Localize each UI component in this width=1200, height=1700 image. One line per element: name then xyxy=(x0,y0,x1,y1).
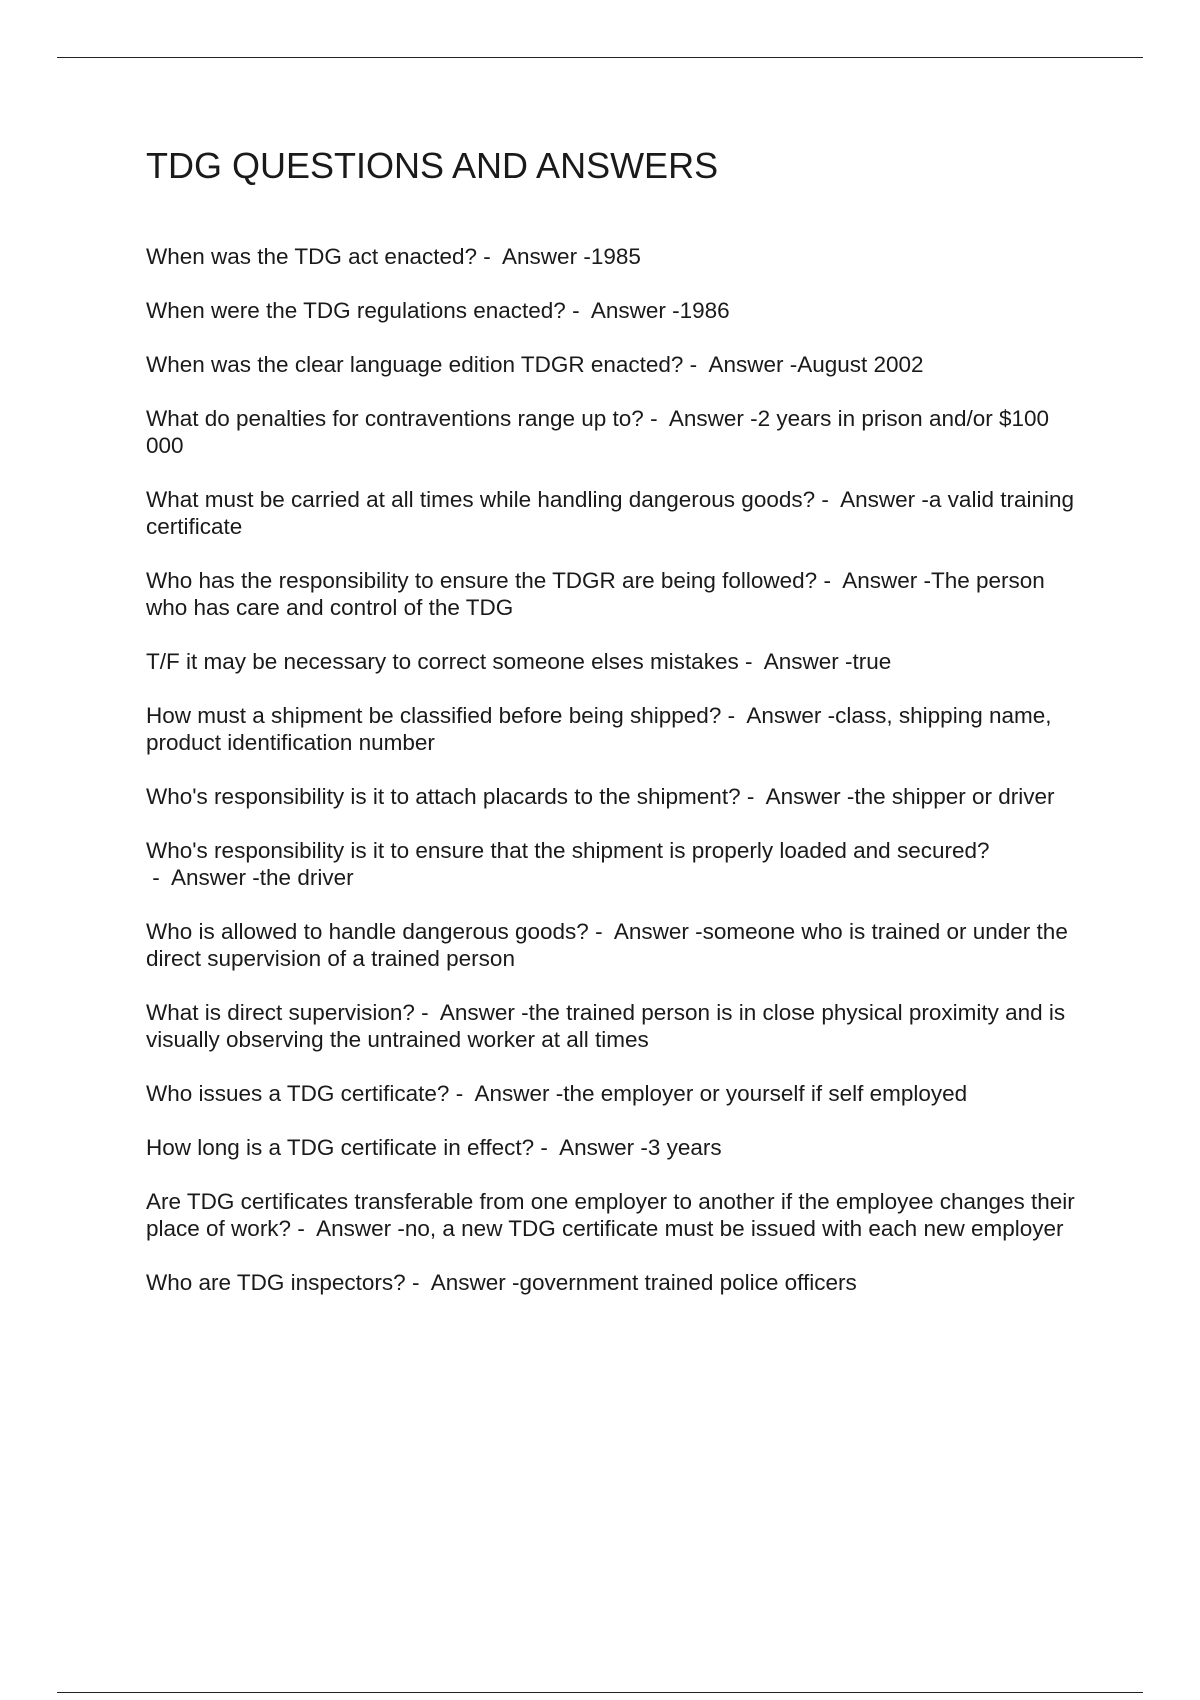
separator xyxy=(739,649,764,674)
answer-label: Answer - xyxy=(431,1270,520,1295)
answer-label: Answer - xyxy=(766,784,855,809)
answer-text: class, shipping name, product identification number xyxy=(146,703,1052,755)
bottom-divider xyxy=(57,1692,1143,1693)
separator xyxy=(817,568,842,593)
separator xyxy=(721,703,746,728)
answer-label: Answer - xyxy=(614,919,703,944)
qa-item xyxy=(146,702,1076,756)
answer-text: August 2002 xyxy=(797,352,924,377)
question-text: When were the TDG regulations enacted? xyxy=(146,298,566,323)
separator xyxy=(406,1270,431,1295)
separator xyxy=(589,919,614,944)
question-text: Who has the responsibility to ensure the TDGR are being followed? xyxy=(146,568,818,593)
qa-item xyxy=(146,486,1076,540)
answer-text: the driver xyxy=(259,865,354,890)
qa-item xyxy=(146,567,1076,621)
separator xyxy=(644,406,669,431)
question-text: How must a shipment be classified before being shipped? xyxy=(146,703,722,728)
answer-label: Answer - xyxy=(502,244,591,269)
question-text: What must be carried at all times while handling dangerous goods? xyxy=(146,487,816,512)
top-divider xyxy=(57,57,1143,58)
qa-item xyxy=(146,1134,1076,1161)
answer-label: Answer - xyxy=(708,352,797,377)
answer-label: Answer - xyxy=(316,1216,405,1241)
separator xyxy=(415,1000,440,1025)
qa-item xyxy=(146,783,1076,810)
question-text: What is direct supervision? xyxy=(146,1000,415,1025)
separator xyxy=(566,298,591,323)
qa-item xyxy=(146,837,1076,891)
answer-text: 2 years in prison and/or $100 000 xyxy=(146,406,1050,458)
answer-text: the trained person is in close physical proximity and is visually observing the untrained worker at all times xyxy=(146,1000,1066,1052)
qa-item xyxy=(146,999,1076,1053)
separator xyxy=(477,244,502,269)
answer-text: the employer or yourself if self employed xyxy=(563,1081,968,1106)
qa-item xyxy=(146,297,1076,324)
answer-label: Answer - xyxy=(840,487,929,512)
qa-item xyxy=(146,1080,1076,1107)
question-text: When was the clear language edition TDGR enacted? xyxy=(146,352,684,377)
qa-item xyxy=(146,351,1076,378)
separator xyxy=(449,1081,474,1106)
question-text: How long is a TDG certificate in effect? xyxy=(146,1135,535,1160)
answer-label: Answer - xyxy=(764,649,853,674)
separator xyxy=(534,1135,559,1160)
answer-text: someone who is trained or under the direct supervision of a trained person xyxy=(146,919,1068,971)
qa-item xyxy=(146,648,1076,675)
separator xyxy=(741,784,766,809)
separator xyxy=(146,865,171,890)
qa-item xyxy=(146,1188,1076,1242)
separator xyxy=(683,352,708,377)
separator xyxy=(815,487,840,512)
answer-text: government trained police officers xyxy=(519,1270,857,1295)
question-text: T/F it may be necessary to correct someone elses mistakes xyxy=(146,649,739,674)
question-text: Who's responsibility is it to ensure that the shipment is properly loaded and secured? xyxy=(146,838,990,863)
answer-label: Answer - xyxy=(559,1135,648,1160)
answer-text: 1986 xyxy=(679,298,730,323)
question-text: When was the TDG act enacted? xyxy=(146,244,478,269)
answer-text: 3 years xyxy=(647,1135,722,1160)
answer-label: Answer - xyxy=(669,406,758,431)
answer-text: 1985 xyxy=(590,244,641,269)
qa-item xyxy=(146,405,1076,459)
answer-label: Answer - xyxy=(842,568,931,593)
answer-text: true xyxy=(852,649,892,674)
separator xyxy=(291,1216,316,1241)
question-text: Who issues a TDG certificate? xyxy=(146,1081,450,1106)
qa-item xyxy=(146,243,1076,270)
answer-label: Answer - xyxy=(171,865,260,890)
answer-label: Answer - xyxy=(746,703,835,728)
answer-label: Answer - xyxy=(474,1081,563,1106)
answer-label: Answer - xyxy=(591,298,680,323)
question-text: What do penalties for contraventions range up to? xyxy=(146,406,644,431)
page-title: TDG QUESTIONS AND ANSWERS xyxy=(146,145,719,186)
answer-text: no, a new TDG certificate must be issued with each new employer xyxy=(404,1216,1064,1241)
question-text: Who are TDG inspectors? xyxy=(146,1270,406,1295)
qa-list xyxy=(146,243,1076,1323)
question-text: Who's responsibility is it to attach placards to the shipment? xyxy=(146,784,741,809)
answer-text: the shipper or driver xyxy=(854,784,1055,809)
qa-item xyxy=(146,1269,1076,1296)
answer-text: The person who has care and control of the TDG xyxy=(146,568,1045,620)
answer-label: Answer - xyxy=(440,1000,529,1025)
question-text: Who is allowed to handle dangerous goods? xyxy=(146,919,589,944)
answer-text: a valid training certificate xyxy=(146,487,1075,539)
question-text: Are TDG certificates transferable from one employer to another if the employee changes their place of work? xyxy=(146,1189,1075,1241)
qa-item xyxy=(146,918,1076,972)
